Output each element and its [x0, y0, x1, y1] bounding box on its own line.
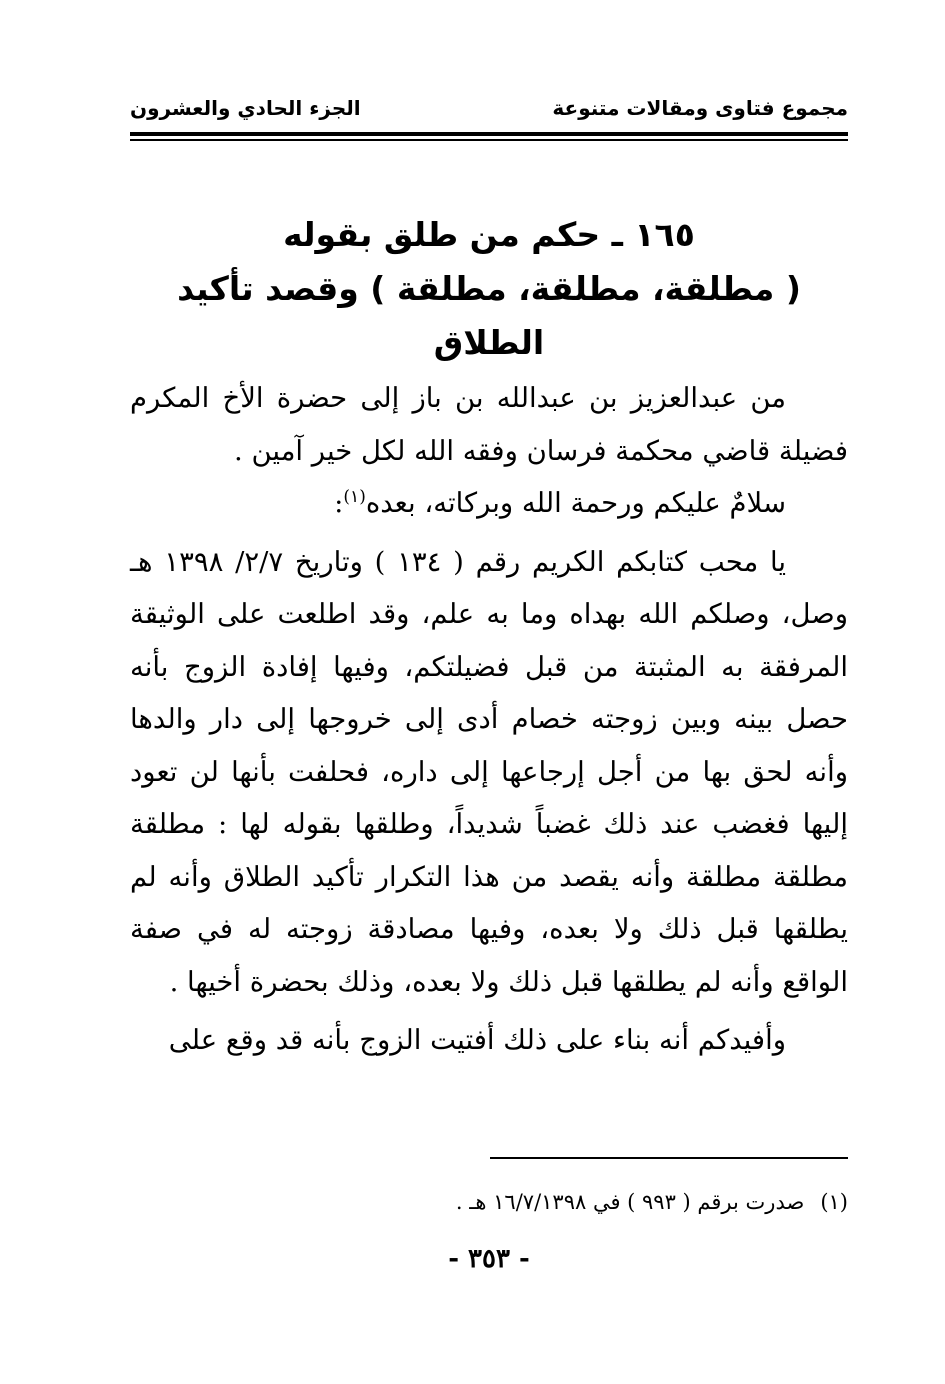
- address-paragraph: من عبدالعزيز بن عبدالله بن باز إلى حضرة الأخ المكرم فضيلة قاضي محكمة فرسان وفقه الله لكل خير آمين .: [130, 382, 848, 467]
- header-rule-thin: [130, 139, 848, 141]
- running-header: [130, 96, 848, 136]
- volume-title: الجزء الحادي والعشرون: [130, 96, 361, 120]
- chapter-title-line-2: ( مطلقة، مطلقة، مطلقة ) وقصد تأكيد الطلاق: [177, 269, 801, 362]
- page-number: - ٣٥٣ -: [448, 1244, 530, 1274]
- chapter-title-line-1: ١٦٥ ـ حكم من طلق بقوله: [283, 215, 695, 254]
- footnote-text: صدرت برقم ( ٩٩٣ ) في ١٦/٧/١٣٩٨ هـ .: [455, 1190, 805, 1214]
- chapter-title: [130, 208, 848, 370]
- footnote: [130, 1186, 848, 1218]
- header-rule-thick: [130, 132, 848, 136]
- footnote-reference: (١): [343, 486, 366, 507]
- body-paragraph: يا محب كتابكم الكريم رقم ( ١٣٤ ) وتاريخ ٢/٧/ ١٣٩٨ هـ وصل، وصلكم الله بهداه وما به علم، وقد اطلعت على الوثيقة المرفقة به المثبتة من قبل فضيلتكم، وفيها إفادة الزوج بأنه حصل بينه وبين زوجته خصام أدى إلى خروجها إلى دار والدها وأنه لحق بها من أجل إرجاعها إلى داره، فحلفت بأنها لن تعود إليها فغضب عند ذلك غضباً شديداً، وطلقها بقوله لها : مطلقة مطلقة مطلقة وأنه يقصد من هذا التكرار تأكيد الطلاق وأنه لم يطلقها قبل ذلك ولا بعده، وفيها مصادقة زوجته له في صفة الواقع وأنه لم يطلقها قبل ذلك ولا بعده، وذلك بحضرة أخيها .: [130, 545, 848, 998]
- greeting-text: سلامٌ عليكم ورحمة الله وبركاته، بعده: [365, 487, 786, 519]
- book-title: مجموع فتاوى ومقالات متنوعة: [552, 96, 848, 120]
- greeting-paragraph: [130, 477, 848, 530]
- body-text: [130, 372, 848, 1067]
- footnote-marker: (١): [820, 1190, 848, 1214]
- footnote-separator: [490, 1157, 848, 1159]
- body-paragraph: وأفيدكم أنه بناء على ذلك أفتيت الزوج بأنه قد وقع على: [168, 1024, 786, 1056]
- greeting-colon: :: [334, 487, 344, 519]
